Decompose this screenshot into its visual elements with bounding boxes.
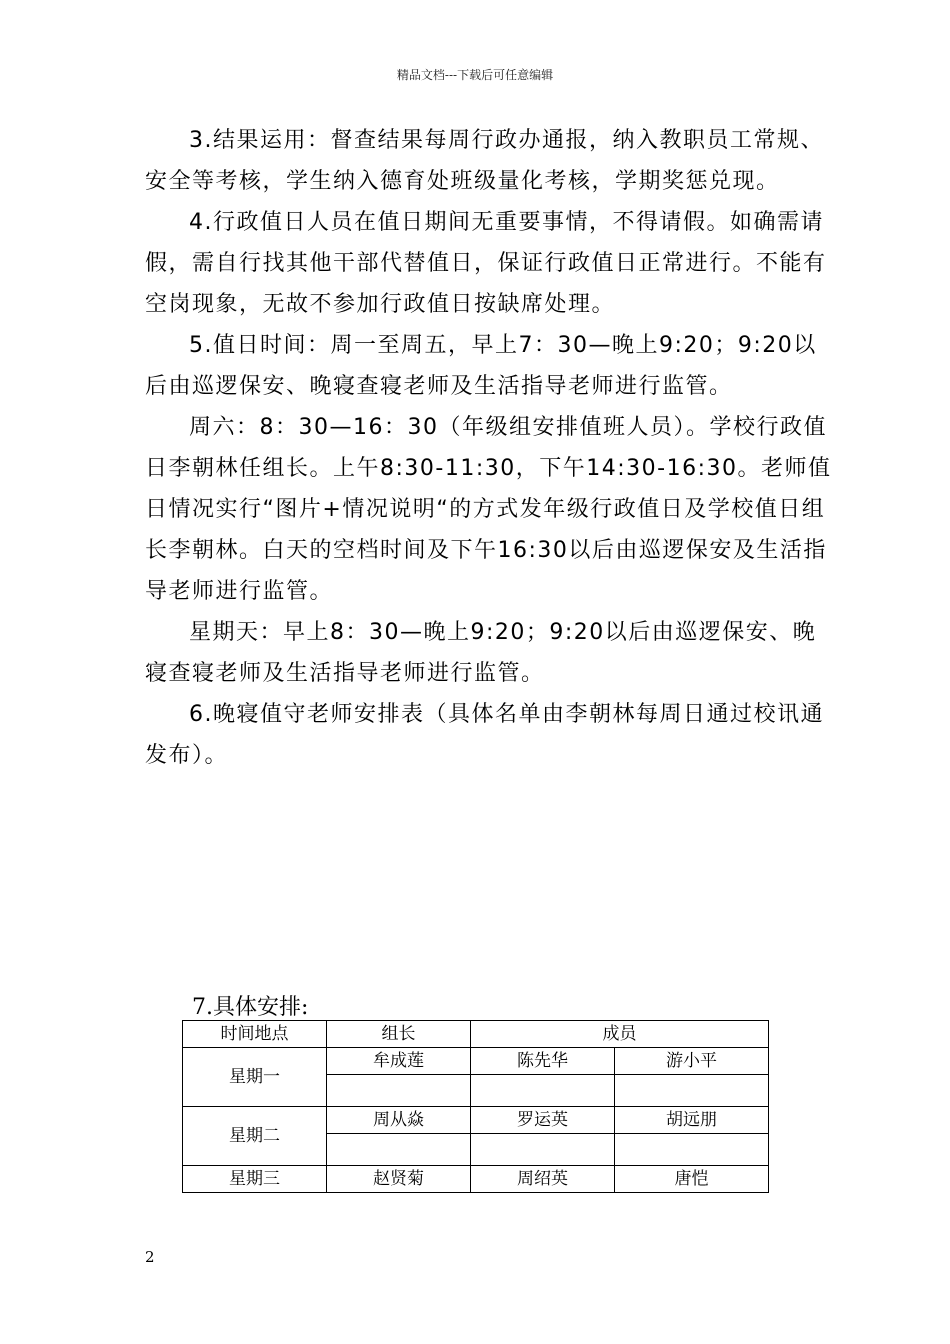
table-row [183,1107,769,1134]
table-row [183,1048,769,1075]
paragraph-night-duty-schedule: 6.晚寝值守老师安排表（具体名单由李朝林每周日通过校讯通发布）。 [145,702,824,768]
page-number: 2 [145,1248,155,1266]
leader-cell: 赵贤菊 [327,1166,471,1193]
paragraph-duty-time-weekday: 5.值日时间：周一至周五，早上7：30—晚上9:20；9:20以后由巡逻保安、晚寝查寝老师及生活指导老师进行监管。 [145,333,817,399]
empty-cell [327,1134,471,1166]
empty-cell [615,1134,769,1166]
day-cell: 星期三 [183,1166,327,1193]
member-cell: 唐恺 [615,1166,769,1193]
empty-cell [471,1134,615,1166]
empty-cell [327,1075,471,1107]
table-title: 7.具体安排: [192,995,309,1020]
document-body [145,120,835,776]
member-cell: 游小平 [615,1048,769,1075]
table-header-row [183,1021,769,1048]
member-cell: 胡远朋 [615,1107,769,1134]
header-members: 成员 [471,1021,769,1048]
paragraph-leave-policy: 4.行政值日人员在值日期间无重要事情，不得请假。如确需请假，需自行找其他干部代替值日，保证行政值日正常进行。不能有空岗现象，无故不参加行政值日按缺席处理。 [145,210,827,317]
member-cell: 周绍英 [471,1166,615,1193]
paragraph-duty-time-sunday: 星期天：早上8：30—晚上9:20；9:20以后由巡逻保安、晚寝查寝老师及生活指导老师进行监管。 [145,620,817,686]
member-cell: 罗运英 [471,1107,615,1134]
day-cell: 星期一 [183,1048,327,1107]
header-leader: 组长 [327,1021,471,1048]
paragraph-result-usage: 3.结果运用：督查结果每周行政办通报，纳入教职员工常规、安全等考核，学生纳入德育处班级量化考核，学期奖惩兑现。 [145,128,824,194]
paragraph-duty-time-saturday: 周六：8：30—16：30（年级组安排值班人员）。学校行政值日李朝林任组长。上午8:30-11:30，下午14:30-16:30。老师值日情况实行“图片+情况说明“的方式发年级行政值日及学校值日组长李朝林。白天的空档时间及下午16:30以后由巡逻保安及生活指导老师进行监管。 [145,415,832,604]
member-cell: 陈先华 [471,1048,615,1075]
day-cell: 星期二 [183,1107,327,1166]
leader-cell: 牟成莲 [327,1048,471,1075]
page-header: 精品文档---下载后可任意编辑 [396,68,554,82]
empty-cell [615,1075,769,1107]
leader-cell: 周从焱 [327,1107,471,1134]
header-time-location: 时间地点 [183,1021,327,1048]
schedule-table [182,1020,769,1193]
table-row [183,1166,769,1193]
empty-cell [471,1075,615,1107]
